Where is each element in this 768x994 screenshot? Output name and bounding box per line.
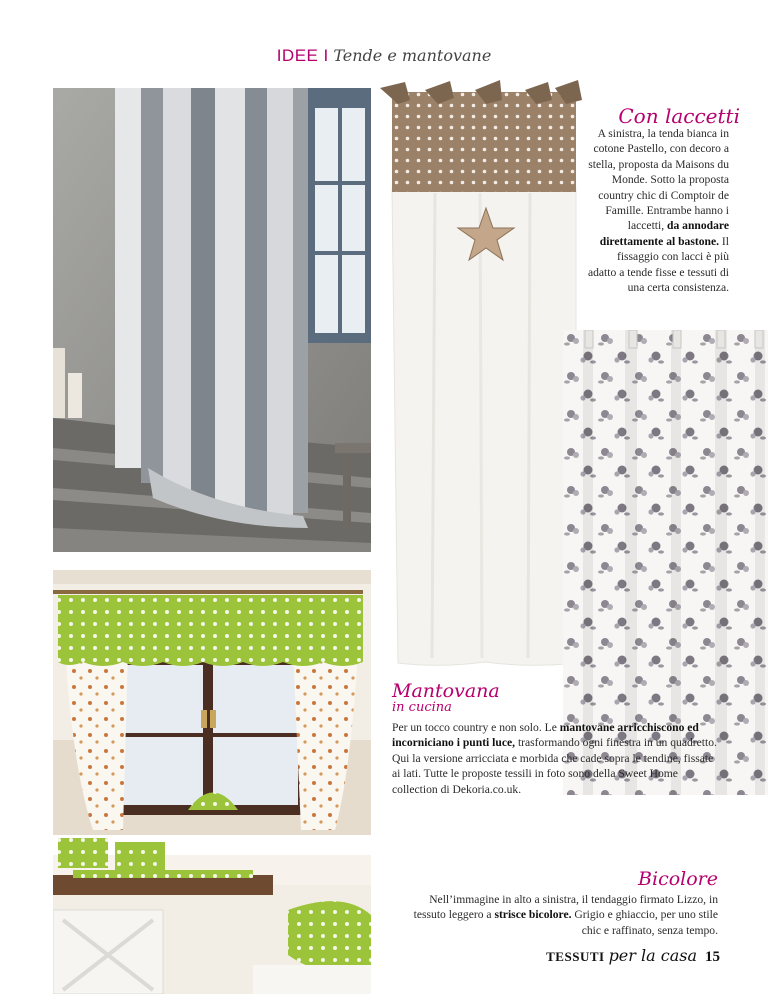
photo-striped-curtain	[53, 88, 371, 552]
page-footer	[520, 946, 720, 966]
photo-kitchen-valance	[53, 570, 371, 994]
rubric-label: IDEE	[276, 46, 319, 65]
section-title-laccetti: Con laccetti	[618, 104, 740, 128]
section-text-bicolore	[400, 892, 718, 938]
rubric-separator: I	[323, 46, 329, 65]
magazine-name-italic: per la casa	[608, 946, 697, 965]
bicolore-text-1: Nell’immagine in alto a sinistra, il tendaggio firmato Lizzo, in tessuto leggero a	[413, 893, 718, 922]
laccetti-text-bold: da annodare direttamente al bastone.	[599, 219, 729, 248]
page-number: 15	[705, 949, 720, 965]
bicolore-text-2: Grigio e ghiaccio, per uno stile chic e raffinato, senza tempo.	[571, 908, 718, 937]
striped-curtain-image	[53, 88, 371, 552]
mantovana-text-bold: mantovane arricchiscono ed incorniciano i punti luce,	[392, 721, 699, 750]
magazine-name-bold: TESSUTI	[546, 949, 605, 964]
mantovana-text-1: Per un tocco country e non solo. Le	[392, 721, 560, 734]
mantovana-text-2: trasformando ogni finestra in un quadretto. Qui la versione arricciata e morbida che cade sopra le tendine, fissate ai lati. Tutte le proposte tessili in foto sono della Sweet Home collection di Dekoria.co.uk.	[392, 736, 717, 796]
laccetti-text-2: Il fissaggio con lacci è più adatto a tende fisse e tessuti di una certa consistenza.	[587, 234, 729, 295]
section-title-bicolore: Bicolore	[638, 868, 718, 890]
section-text-mantovana	[392, 720, 718, 797]
star-curtain-image	[380, 78, 585, 678]
section-title-mantovana: Mantovana	[392, 680, 500, 702]
photo-star-curtain	[380, 78, 585, 678]
section-text-laccetti	[587, 126, 729, 295]
laccetti-text-1: A sinistra, la tenda bianca in cotone Pastello, con decoro a stella, proposta da Maisons du Monde. Sotto la proposta country chic di Comptoir de Famille. Entrambe hanno i laccetti,	[588, 127, 729, 233]
kitchen-valance-image	[53, 570, 371, 994]
bicolore-text-bold: strisce bicolore.	[494, 908, 572, 922]
section-subtitle-mantovana: in cucina	[392, 700, 452, 715]
page-header	[0, 46, 768, 66]
topic-label: Tende e mantovane	[333, 46, 492, 65]
